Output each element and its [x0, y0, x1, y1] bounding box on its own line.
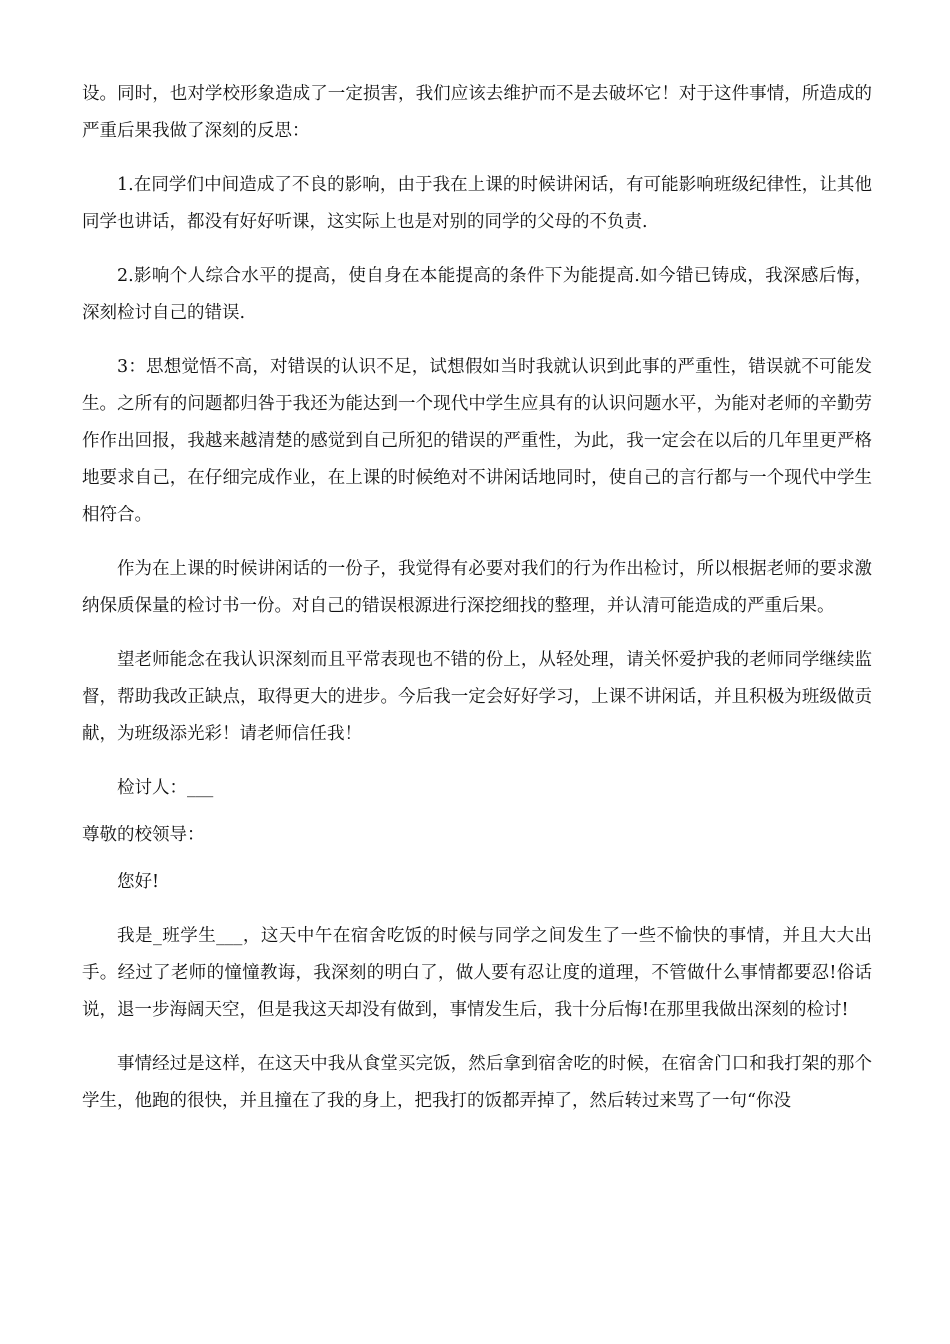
greeting: 您好!: [117, 872, 160, 892]
paragraph-request: 望老师能念在我认识深刻而且平常表现也不错的份上，从轻处理，请关怀爱护我的老师同学继续监督，帮助我改正缺点，取得更大的进步。今后我一定会好好学习，上课不讲闲话，并且积极为班级做贡献，为班级添光彩！请老师信任我！: [82, 650, 872, 744]
paragraph-point-1: 1.在同学们中间造成了不良的影响，由于我在上课的时候讲闲话，有可能影响班级纪律性，让其他同学也讲话，都没有好好听课，这实际上也是对别的同学的父母的不负责.: [82, 175, 872, 232]
paragraph-reflection: 作为在上课的时候讲闲话的一份子，我觉得有必要对我们的行为作出检讨，所以根据老师的要求激纳保质保量的检讨书一份。对自己的错误根源进行深挖细找的整理，并认清可能造成的严重后果。: [82, 559, 872, 616]
paragraph-introduction: 我是_班学生___，这天中午在宿舍吃饭的时候与同学之间发生了一些不愉快的事情，并且大大出手。经过了老师的憧憧教诲，我深刻的明白了，做人要有忍让度的道理，不管做什么事情都要忍!俗话说，退一步海阔天空，但是我这天却没有做到，事情发生后，我十分后悔!在那里我做出深刻的检讨!: [82, 926, 872, 1020]
salutation: 尊敬的校领导：: [82, 825, 205, 845]
document-body: [82, 76, 872, 1137]
signature-line: 检讨人：___: [117, 778, 214, 798]
paragraph-continuation: 设。同时，也对学校形象造成了一定损害，我们应该去维护而不是去破坏它！对于这件事情，所造成的严重后果我做了深刻的反思：: [82, 84, 872, 141]
paragraph-point-3: 3：思想觉悟不高，对错误的认识不足，试想假如当时我就认识到此事的严重性，错误就不可能发生。之所有的问题都归咎于我还为能达到一个现代中学生应具有的认识问题水平，为能对老师的辛勤劳作作出回报，我越来越清楚的感觉到自己所犯的错误的严重性，为此，我一定会在以后的几年里更严格地要求自己，在仔细完成作业，在上课的时候绝对不讲闲话地同时，使自己的言行都与一个现代中学生相符合。: [82, 357, 872, 525]
paragraph-incident: 事情经过是这样，在这天中我从食堂买完饭，然后拿到宿舍吃的时候，在宿舍门口和我打架的那个学生，他跑的很快，并且撞在了我的身上，把我打的饭都弄掉了，然后转过来骂了一句“你没: [82, 1054, 872, 1111]
paragraph-point-2: 2.影响个人综合水平的提高，使自身在本能提高的条件下为能提高.如今错已铸成，我深感后悔，深刻检讨自己的错误.: [82, 266, 872, 323]
